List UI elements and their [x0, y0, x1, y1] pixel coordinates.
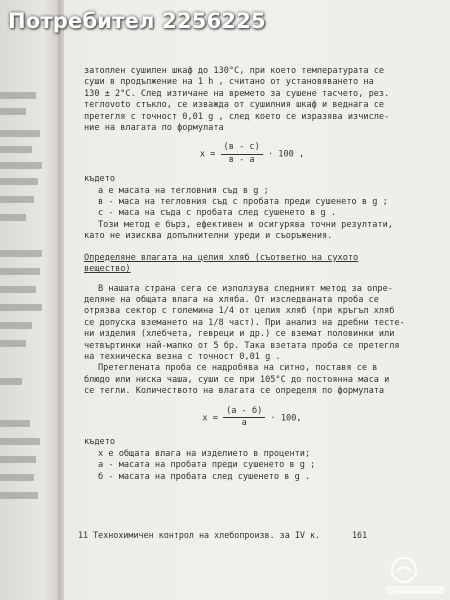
definition-line: а - масата на пробата преди сушенето в g ; — [98, 460, 316, 471]
where-label: където — [84, 174, 116, 185]
previous-page-edge — [0, 0, 62, 600]
moisture-formula-2: x = $\frac{(а - б)}{а}$ · 100, — [202, 405, 302, 428]
text-line: теглovoto стъкло, се изважда от сушилния шкаф и веднага се — [84, 100, 385, 111]
definition-line: а е масата на тегловния съд в g ; — [98, 185, 269, 196]
text-line: на техническа везна с точност 0,01 g . — [84, 351, 281, 362]
text-line: деляне на общата влага на хляба. От изследваната проба се — [84, 294, 379, 305]
formula-fraction: $\frac{(в - с)}{в - а}$ — [221, 142, 263, 166]
page-footer: 11 Технохимичен контрол на хлебопроизв. за IV к. — [78, 530, 321, 540]
definition-line: в - маса на тегловния съд с пробата преди сушенето в g ; — [98, 197, 388, 208]
moisture-formula-1: x = $\frac{(в - с)}{в - а}$ · 100 , — [199, 142, 305, 165]
definition-line: х е общата влага на изделието в проценти; — [98, 448, 311, 459]
page-number: 161 — [352, 530, 368, 540]
user-banner — [0, 0, 450, 44]
section-heading: Определяне влагата на целия хляб (съответно на сухото — [84, 252, 359, 263]
text-line: като не изисква допълнителни уреди и съоръжения. — [84, 231, 333, 242]
page-body — [84, 66, 420, 483]
definition-line: б - масата на пробата след сушенето в g . — [98, 471, 311, 482]
bazar-watermark-icon — [382, 552, 446, 596]
text-line: се тегли. Количеството на влагата се определя по формулата — [84, 386, 385, 397]
text-line: суши в продължение на 1 h , считано от установяването на — [84, 77, 374, 88]
banner-title: Потребител 2256225 — [8, 9, 266, 33]
text-line: ние на влагата по формулата — [84, 123, 224, 134]
text-line: 130 ± 2°С. След изтичане на времето за сушене тасчето, рез. — [84, 88, 390, 99]
text-line: Този метод е бърз, ефективен и осигурява точни резултати, — [98, 219, 393, 230]
text-line: се допуска вземането на 1/8 част). При анализ на дребни тесте- — [84, 317, 405, 328]
text-line: В нашата страна сега се използува следният метод за опре- — [98, 283, 393, 294]
text-line: претегля с точност 0,01 g , след което се изразява изчисле- — [84, 111, 390, 122]
definition-line: с - маса на съда с пробата след сушенето в g . — [98, 208, 336, 219]
text-line: затоплен сушилен шкаф до 130°С, при което температурата се — [84, 66, 385, 76]
text-line: отрязва сектор с големина 1/4 от целия хляб (при кръгъл хляб — [84, 306, 395, 317]
text-line: Претеглената проба се надробява на ситно, поставя се в — [98, 363, 378, 374]
where-label: където — [84, 437, 116, 448]
text-line: ни изделия (хлебчета, гевреци и др.) се вземат половинки или — [84, 329, 395, 340]
formula-fraction: $\frac{(а - б)}{а}$ — [223, 406, 265, 430]
text-line: четвъртинки най-малко от 5 бр. Така взетата проба се претегля — [84, 340, 400, 351]
section-heading: вещество) — [84, 264, 131, 275]
text-line: блюдо или ниска чаша, суши се при 105°С до постоянна маса и — [84, 374, 390, 385]
